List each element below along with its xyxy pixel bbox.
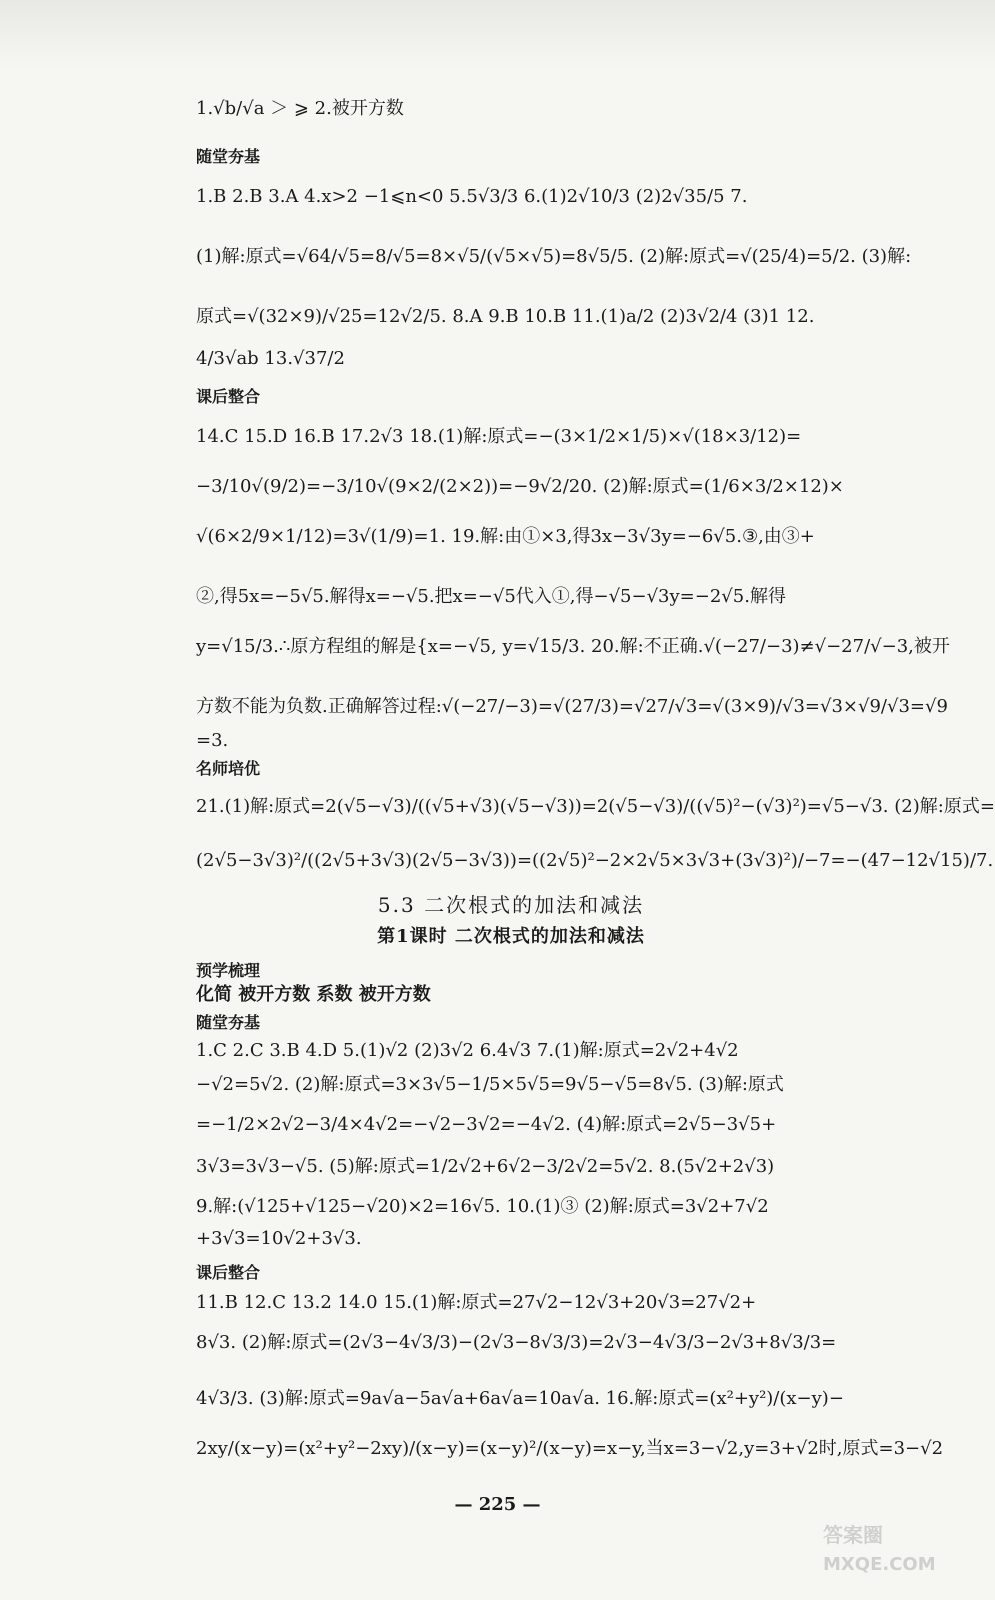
watermark-url: MXQE.COM — [823, 1554, 936, 1575]
lesson-title: 第1课时 二次根式的加法和减法 — [377, 926, 645, 947]
line-12: y=√15/3.∴原方程组的解是{x=−√5, y=√15/3. 20.解:不正确.√(−27/−3)≠√−27/√−3,被开 — [196, 636, 950, 657]
line-26: 3√3=3√3−√5. (5)解:原式=1/2√2+6√2−3/2√2=5√2. 8.(5√2+2√3) — [196, 1156, 775, 1177]
heading-kehou-2: 课后整合 — [196, 1263, 261, 1282]
watermark-title: 答案圈 — [823, 1523, 883, 1547]
line-3: 1.B 2.B 3.A 4.x>2 −1⩽n<0 5.5√3/3 6.(1)2√10/3 (2)2√35/5 7. — [196, 186, 748, 207]
scan-shadow — [0, 0, 995, 70]
line-32: 4√3/3. (3)解:原式=9a√a−5a√a+6a√a=10a√a. 16.解:原式=(x²+y²)/(x−y)− — [196, 1388, 844, 1409]
line-4: (1)解:原式=√64/√5=8/√5=8×√5/(√5×√5)=8√5/5. (2)解:原式=√(25/4)=5/2. (3)解: — [196, 246, 912, 267]
line-30: 11.B 12.C 13.2 14.0 15.(1)解:原式=27√2−12√3+20√3=27√2+ — [196, 1292, 757, 1313]
line-8: 14.C 15.D 16.B 17.2√3 18.(1)解:原式=−(3×1/2×1/5)×√(18×3/12)= — [196, 426, 802, 447]
line-23: 1.C 2.C 3.B 4.D 5.(1)√2 (2)3√2 6.4√3 7.(1)解:原式=2√2+4√2 — [196, 1040, 739, 1061]
heading-yuxue: 预学梳理 — [196, 961, 261, 980]
line-28: +3√3=10√2+3√3. — [196, 1228, 362, 1249]
line-13: 方数不能为负数.正确解答过程:√(−27/−3)=√(27/3)=√27/√3=√(3×9)/√3=√3×√9/√3=√9 — [196, 696, 948, 717]
section-title: 5.3 二次根式的加法和减法 — [377, 893, 645, 917]
page-number: — 225 — — [454, 1494, 541, 1515]
line-27: 9.解:(√125+√125−√20)×2=16√5. 10.(1)③ (2)解:原式=3√2+7√2 — [196, 1196, 769, 1217]
line-33: 2xy/(x−y)=(x²+y²−2xy)/(x−y)=(x−y)²/(x−y)=x−y,当x=3−√2,y=3+√2时,原式=3−√2 — [196, 1438, 944, 1459]
line-25: =−1/2×2√2−3/4×4√2=−√2−3√2=−4√2. (4)解:原式=2√5−3√5+ — [196, 1114, 777, 1135]
heading-suitang-2: 随堂夯基 — [196, 1013, 261, 1032]
line-14: =3. — [196, 730, 229, 751]
line-5: 原式=√(32×9)/√25=12√2/5. 8.A 9.B 10.B 11.(1)a/2 (2)3√2/4 (3)1 12. — [196, 306, 815, 327]
watermark-logo — [823, 1518, 973, 1578]
line-21: 化简 被开方数 系数 被开方数 — [196, 984, 431, 1005]
line-1: 1.√b/√a ＞ ⩾ 2.被开方数 — [196, 98, 404, 119]
line-31: 8√3. (2)解:原式=(2√3−4√3/3)−(2√3−8√3/3)=2√3−4√3/3−2√3+8√3/3= — [196, 1332, 837, 1353]
line-9: −3/10√(9/2)=−3/10√(9×2/(2×2))=−9√2/20. (2)解:原式=(1/6×3/2×12)× — [196, 476, 844, 497]
line-6: 4/3√ab 13.√37/2 — [196, 348, 345, 369]
heading-mingshi: 名师培优 — [196, 759, 261, 778]
heading-kehou: 课后整合 — [196, 387, 261, 406]
line-11: ②,得5x=−5√5.解得x=−√5.把x=−√5代入①,得−√5−√3y=−2√5.解得 — [196, 586, 786, 607]
line-24: −√2=5√2. (2)解:原式=3×3√5−1/5×5√5=9√5−√5=8√5. (3)解:原式 — [196, 1074, 784, 1095]
line-16: 21.(1)解:原式=2(√5−√3)/((√5+√3)(√5−√3))=2(√5−√3)/((√5)²−(√3)²)=√5−√3. (2)解:原式= — [196, 796, 995, 817]
line-10: √(6×2/9×1/12)=3√(1/9)=1. 19.解:由①×3,得3x−3√3y=−6√5.③,由③+ — [196, 526, 815, 547]
heading-suitang: 随堂夯基 — [196, 147, 261, 166]
line-17: (2√5−3√3)²/((2√5+3√3)(2√5−3√3))=((2√5)²−2×2√5×3√3+(3√3)²)/−7=−(47−12√15)/7. — [196, 850, 994, 871]
